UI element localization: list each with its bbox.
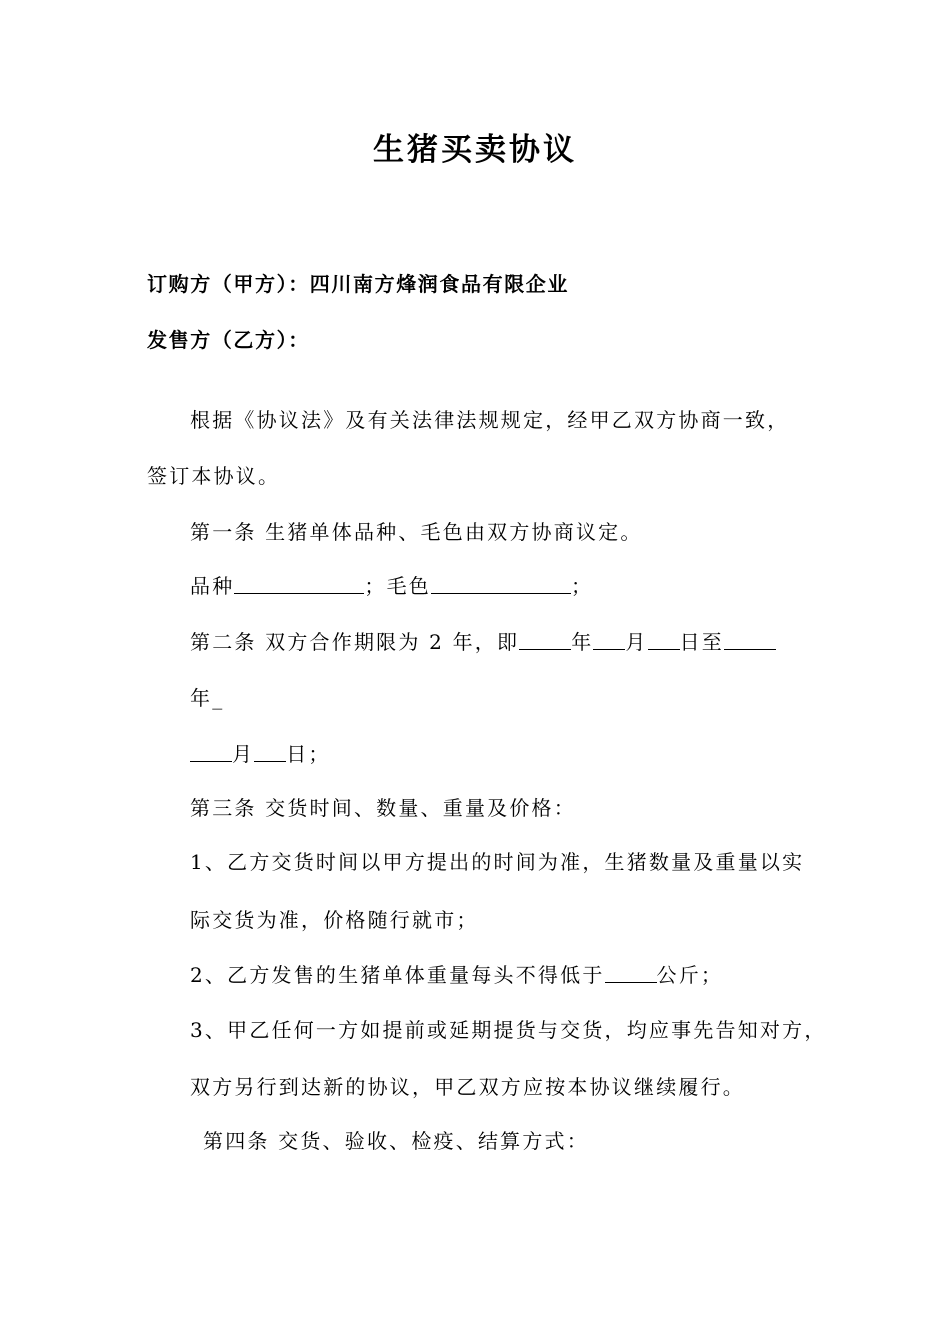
intro-line-2: 签订本协议。 [147, 464, 281, 488]
item-2-unit: 公斤； [656, 963, 724, 987]
article-1-heading: 第一条 生猪单体品种、毛色由双方协商议定。 [190, 520, 643, 544]
end-day-blank[interactable] [254, 743, 286, 762]
article-2-line-2: 年_ [190, 686, 225, 710]
min-weight-blank[interactable] [605, 964, 657, 983]
article-4-heading: 第四条 交货、验收、检疫、结算方式： [203, 1129, 589, 1153]
variety-label: 品种 [190, 574, 235, 598]
day-to-label: 日至 [679, 630, 725, 654]
article-3-item-1-line-2: 际交货为准，价格随行就市； [190, 908, 479, 932]
document-title: 生猪买卖协议 [373, 132, 577, 168]
field-separator: ； [364, 574, 387, 598]
field-end: ； [571, 574, 594, 598]
start-year-blank[interactable] [519, 631, 571, 650]
start-day-blank[interactable] [648, 631, 680, 650]
year-label: 年 [571, 630, 594, 654]
article-1-fields [190, 574, 593, 598]
article-2-line-1 [190, 630, 776, 654]
month-label-2: 月 [232, 742, 255, 766]
end-year-blank[interactable] [724, 631, 776, 650]
end-month-blank[interactable] [190, 743, 232, 762]
month-label: 月 [625, 630, 648, 654]
buyer-line: 订购方（甲方）：四川南方烽润食品有限企业 [147, 272, 569, 296]
seller-line: 发售方（乙方）： [147, 328, 310, 352]
article-3-item-3-line-1: 3、甲乙任何一方如提前或延期提货与交货，均应事先告知对方， [190, 1018, 827, 1042]
variety-blank[interactable] [234, 575, 364, 594]
article-2-head: 第二条 双方合作期限为 2 年，即 [190, 630, 520, 654]
article-3-item-1-line-1: 1、乙方交货时间以甲方提出的时间为准，生猪数量及重量以实 [190, 850, 805, 874]
day-label-2: 日； [286, 742, 331, 766]
article-2-line-3 [190, 742, 331, 766]
color-blank[interactable] [431, 575, 571, 594]
article-3-heading: 第三条 交货时间、数量、重量及价格： [190, 796, 576, 820]
item-2-text: 2、乙方发售的生猪单体重量每头不得低于 [190, 963, 605, 987]
start-month-blank[interactable] [593, 631, 625, 650]
article-3-item-3-line-2: 双方另行到达新的协议，甲乙双方应按本协议继续履行。 [190, 1075, 745, 1099]
intro-line-1: 根据《协议法》及有关法律法规规定，经甲乙双方协商一致， [190, 408, 790, 432]
article-3-item-2 [190, 963, 723, 987]
color-label: 毛色 [386, 574, 432, 598]
